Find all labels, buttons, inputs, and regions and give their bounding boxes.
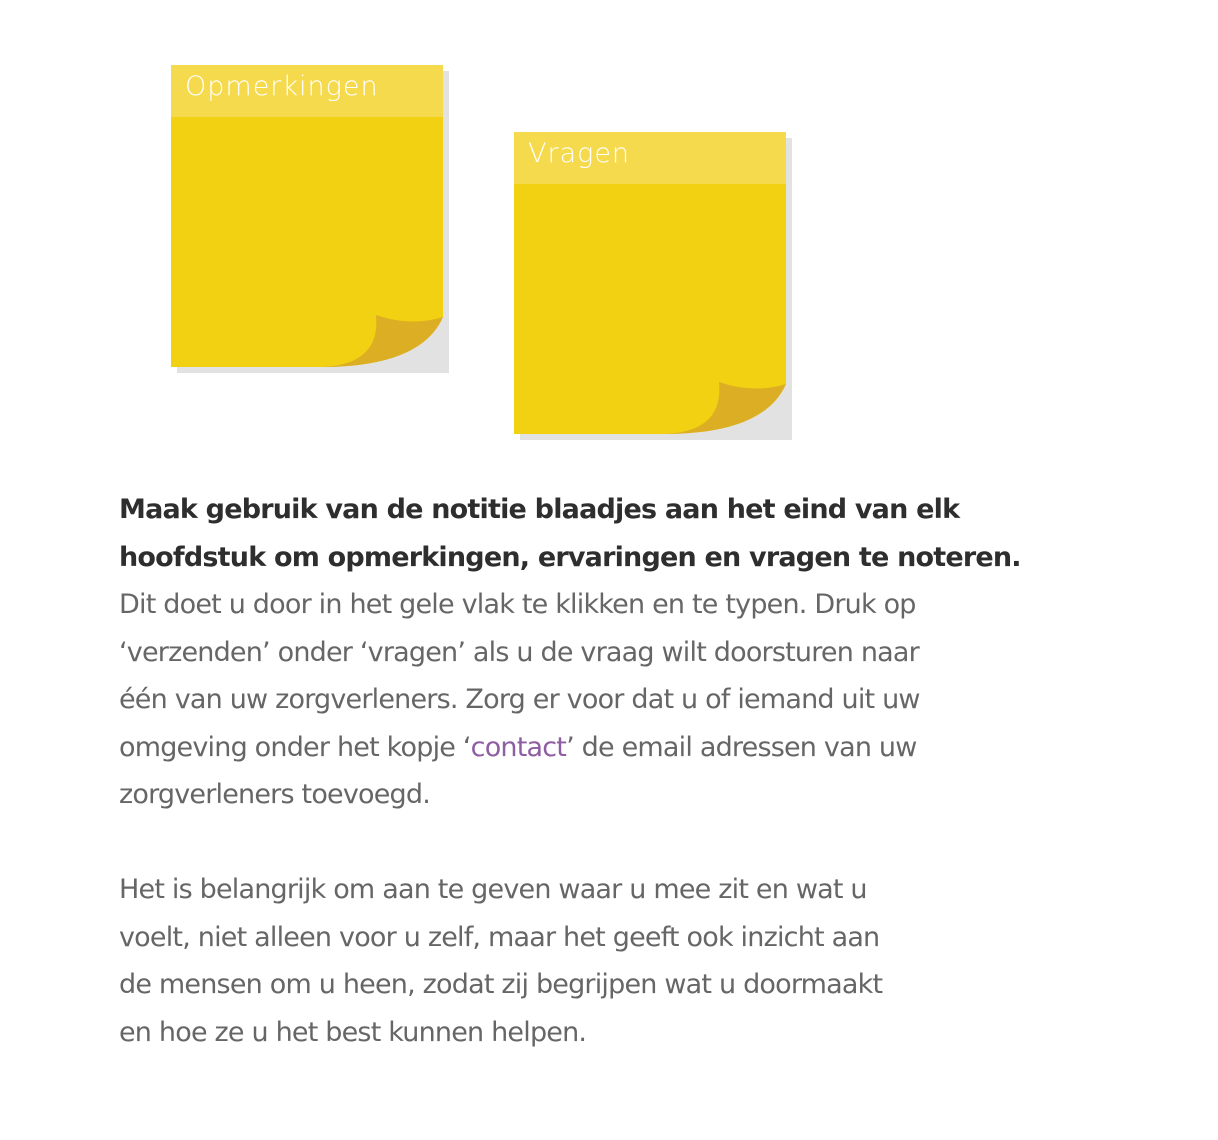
paragraph-line: en hoe ze u het best kunnen helpen. [119, 1016, 587, 1048]
instruction-text [119, 486, 1079, 1056]
intro-bold-line: Maak gebruik van de notitie blaadjes aan het eind van elk [119, 494, 960, 525]
intro-line-with-link [119, 724, 1079, 772]
note-title: Vragen [528, 138, 631, 169]
contact-link[interactable]: contact [470, 731, 567, 763]
note-title: Opmerkingen [185, 71, 379, 102]
paragraph-line: Het is belangrijk om aan te geven waar u mee zit en wat u [119, 874, 867, 905]
paragraph-line: de mensen om u heen, zodat zij begrijpen wat u doormaakt [119, 969, 883, 1000]
intro-text-segment: omgeving onder het kopje ‘ [119, 731, 471, 763]
sticky-note-paper[interactable] [514, 132, 788, 436]
sticky-note-paper[interactable] [171, 65, 445, 369]
sticky-note-opmerkingen[interactable] [171, 65, 443, 367]
paragraph-line: voelt, niet alleen voor u zelf, maar het geeft ook inzicht aan [119, 921, 880, 953]
sticky-note-vragen[interactable] [514, 132, 786, 434]
intro-line: zorgverleners toevoegd. [119, 779, 431, 810]
intro-bold-line: hoofdstuk om opmerkingen, ervaringen en vragen te noteren. [119, 541, 1021, 573]
intro-line: ‘verzenden’ onder ‘vragen’ als u de vraag wilt doorsturen naar [119, 636, 919, 668]
intro-text-segment: ’ de email adressen van uw [566, 731, 917, 763]
intro-line: Dit doet u door in het gele vlak te klikken en te typen. Druk op [119, 589, 916, 620]
paragraph-gap [119, 819, 1079, 867]
intro-line: één van uw zorgverleners. Zorg er voor dat u of iemand uit uw [119, 684, 920, 715]
